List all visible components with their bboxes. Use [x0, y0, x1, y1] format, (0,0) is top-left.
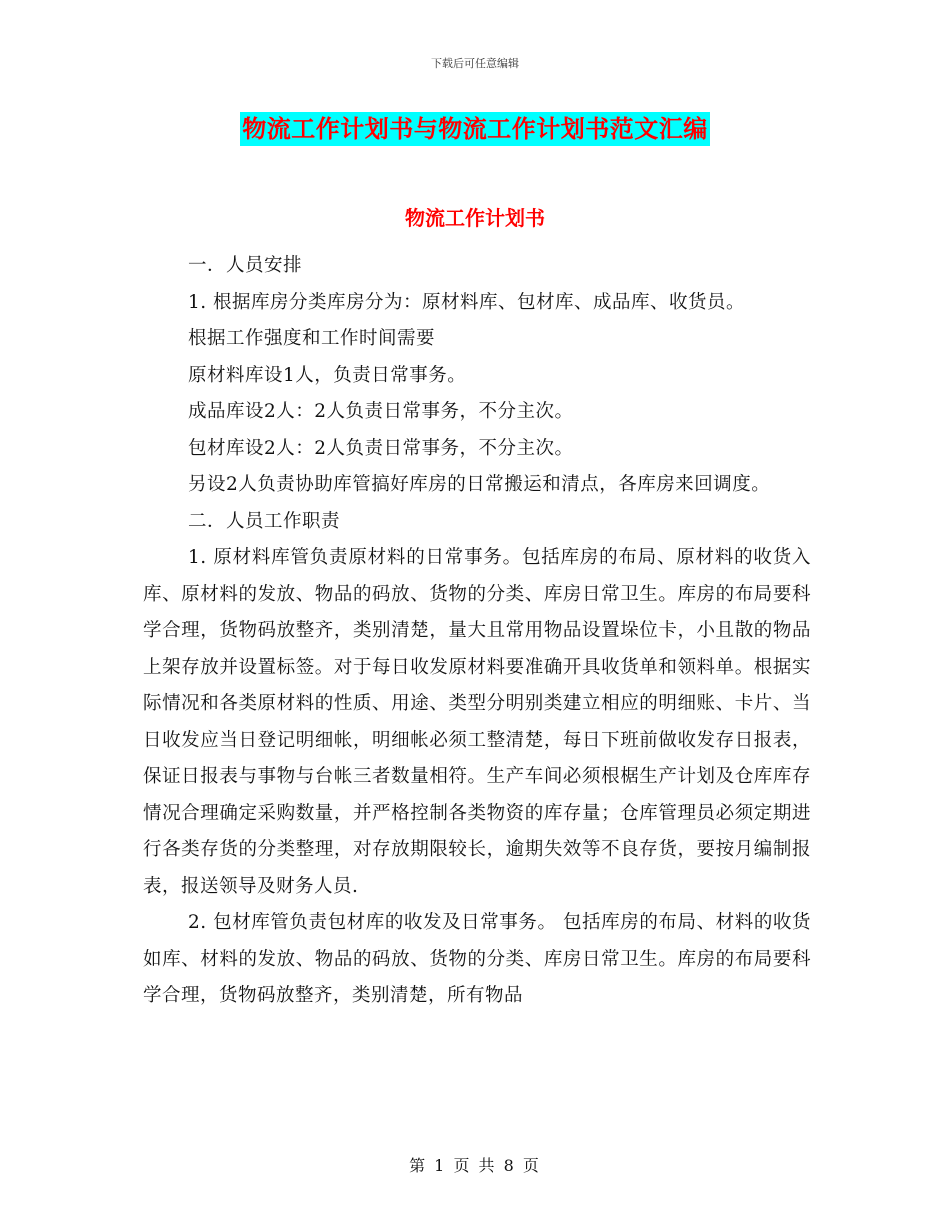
paragraph: 原材料库设1人，负责日常事务。: [188, 364, 467, 386]
paragraph: 成品库设2人：2人负责日常事务，不分主次。: [188, 401, 574, 422]
paragraph: 1. 原材料库管负责原材料的日常事务。包括库房的布局、原材料的收货入库、原材料的发放、物品的码放、货物的分类、库房日常卫生。库房的布局要科学合理，货物码放整齐，类别清楚，量大且常用物品设置垛位卡，小且散的物品上架存放并设置标签。对于每日收发原材料要准确开具收货单和领料单。根据实际情况和各类原材料的性质、用途、类型分明别类建立相应的明细账、卡片、当日收发应当日登记明细帐，明细帐必须工整清楚，每日下班前做收发存日报表，保证日报表与事物与台帐三者数量相符。生产车间必须根椐生产计划及仓库库存情况合理确定采购数量，并严格控制各类物资的库存量；仓库管理员必须定期进行各类存货的分类整理，对存放期限较长，逾期失效等不良存货，要按月编制报表，报送领导及财务人员.: [143, 547, 811, 897]
body-text: [143, 248, 811, 1015]
page-footer: 第 1 页 共 8 页: [409, 1156, 541, 1175]
main-title: 物流工作计划书与物流工作计划书范文汇编: [240, 112, 710, 146]
main-title-wrap: [0, 112, 950, 146]
paragraph: 1. 根据库房分类库房分为：原材料库、包材库、成品库、收货员。: [188, 291, 746, 313]
heading-duties: 二．人员工作职责: [188, 510, 341, 532]
section-title: 物流工作计划书: [405, 206, 545, 230]
paragraph: 另设2人负责协助库管搞好库房的日常搬运和清点，各库房来回调度。: [188, 474, 771, 495]
heading-staffing: 一．人员安排: [188, 255, 303, 276]
paragraph: 根据工作强度和工作时间需要: [188, 328, 436, 349]
paragraph: 2. 包材库管负责包材库的收发及日常事务。 包括库房的布局、材料的收货如库、材料的发放、物品的码放、货物的分类、库房日常卫生。库房的布局要科学合理，货物码放整齐，类别清楚，所有物品: [143, 912, 811, 1006]
paragraph: 包材库设2人：2人负责日常事务，不分主次。: [188, 437, 574, 459]
header-note: 下载后可任意编辑: [431, 57, 519, 70]
